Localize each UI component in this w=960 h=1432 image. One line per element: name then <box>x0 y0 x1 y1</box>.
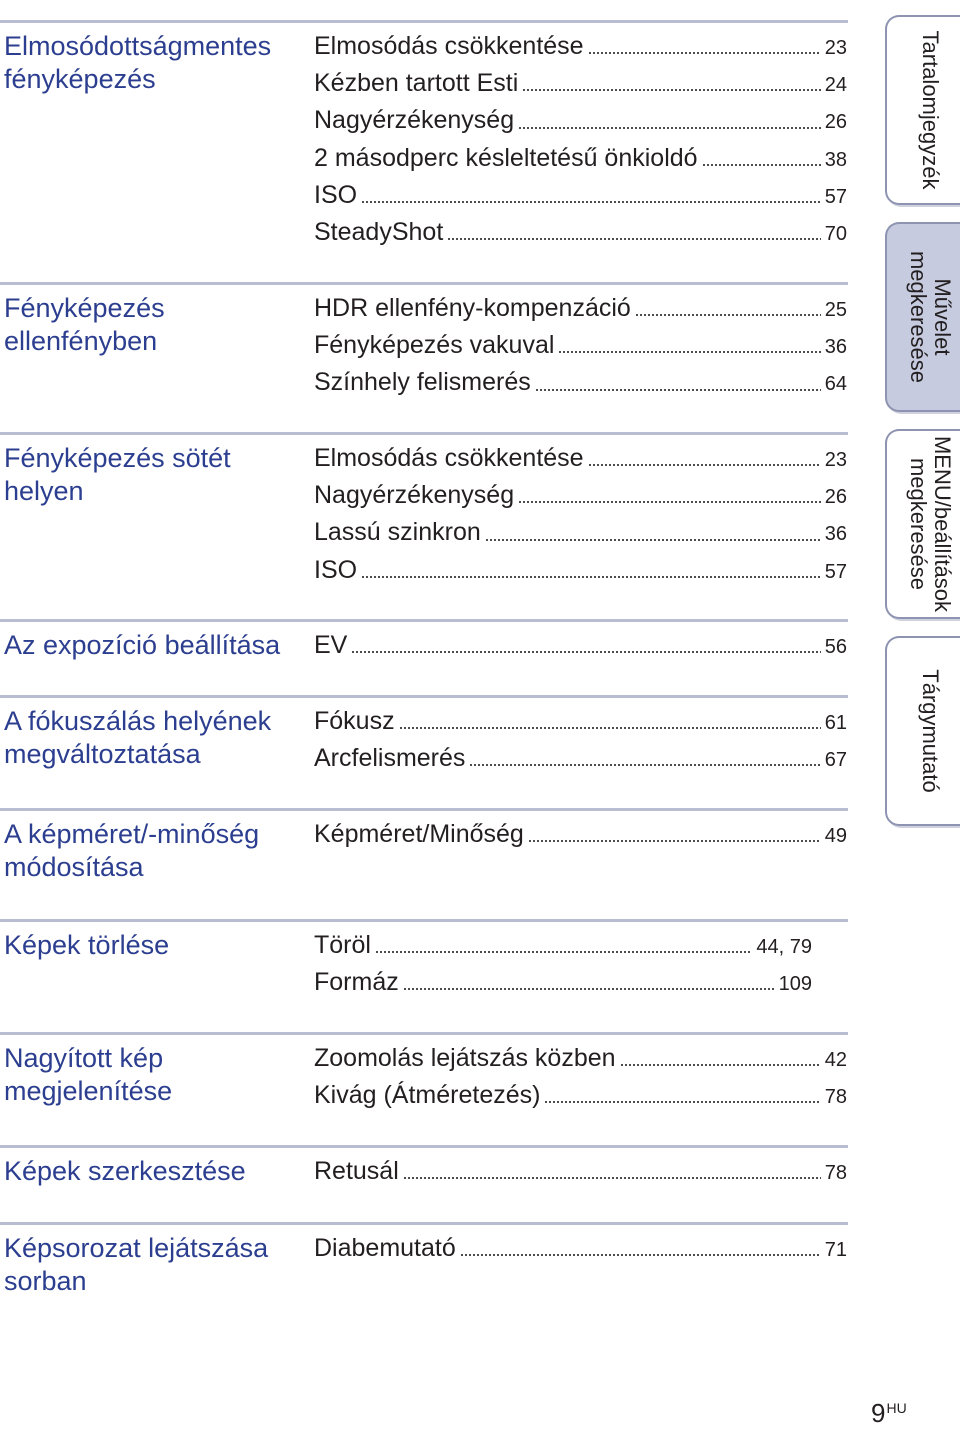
index-entry[interactable] <box>314 819 847 856</box>
entry-label: SteadyShot <box>314 217 444 246</box>
index-entry[interactable] <box>314 967 812 1004</box>
dot-leader <box>469 764 820 766</box>
section-title: Az expozíció beállítása <box>4 630 281 660</box>
entry-label: Nagyérzékenység <box>314 481 515 510</box>
entry-label: Kézben tartott Esti <box>314 69 519 98</box>
index-entry[interactable] <box>314 1043 847 1080</box>
dot-leader <box>535 389 821 391</box>
section-divider <box>0 619 848 622</box>
tab-label: Tárgymutató <box>918 669 943 793</box>
section-divider <box>0 808 848 811</box>
entry-label: Formáz <box>314 968 399 997</box>
dot-leader <box>361 201 821 203</box>
index-entry[interactable] <box>314 293 847 330</box>
index-entry[interactable] <box>314 1080 847 1117</box>
index-entry[interactable] <box>314 330 847 367</box>
dot-leader <box>702 164 821 166</box>
entry-list <box>314 1043 847 1117</box>
dot-leader <box>518 501 821 503</box>
page-link[interactable]: 56 <box>824 636 847 658</box>
section-title: Képek szerkesztése <box>4 1156 246 1186</box>
index-entry[interactable] <box>314 706 847 743</box>
index-entry[interactable] <box>314 31 847 68</box>
entry-list <box>314 930 812 1004</box>
section-title: A fókuszálás helyének megváltoztatása <box>4 706 272 769</box>
section-title: Nagyított kép megjelenítése <box>4 1043 173 1106</box>
section-title: Elmosódottságmentes fényképezés <box>4 31 272 94</box>
entry-label: Elmosódás csökkentése <box>314 32 584 60</box>
dot-leader <box>403 1177 821 1179</box>
page-number-value: 9 <box>871 1398 886 1428</box>
section-divider <box>0 919 848 922</box>
tab-find-operation[interactable] <box>885 222 960 412</box>
page-link[interactable]: 26 <box>824 111 847 134</box>
entry-label: ISO <box>314 555 358 584</box>
page-link[interactable]: 61 <box>824 712 847 734</box>
tab-label: Tartalomjegyzék <box>918 30 943 190</box>
page-link[interactable]: 36 <box>824 336 847 359</box>
tab-label: MENU/beállítások megkeresése <box>906 435 955 613</box>
page-link[interactable]: 24 <box>824 74 847 97</box>
dot-leader <box>518 127 821 129</box>
index-entry[interactable] <box>314 930 812 967</box>
section-divider <box>0 1032 848 1035</box>
page-link[interactable]: 109 <box>778 973 812 996</box>
dot-leader <box>447 238 820 240</box>
page-language: HU <box>886 1400 907 1416</box>
index-entry[interactable] <box>314 143 847 180</box>
dot-leader <box>460 1254 821 1256</box>
page-link[interactable]: 44, 79 <box>756 936 812 958</box>
dot-leader <box>588 52 821 54</box>
dot-leader <box>351 651 820 653</box>
entry-list <box>314 31 847 254</box>
section-title: Fényképezés ellenfényben <box>4 293 165 356</box>
index-entry[interactable] <box>314 105 847 142</box>
page-link[interactable]: 78 <box>824 1162 847 1184</box>
entry-label: ISO <box>314 180 358 209</box>
entry-label: Arcfelismerés <box>314 744 466 773</box>
dot-leader <box>361 576 821 578</box>
entry-label: Színhely felismerés <box>314 368 531 397</box>
entry-label: Kivág (Átméretezés) <box>314 1081 541 1110</box>
index-entry[interactable] <box>314 180 847 217</box>
index-entry[interactable] <box>314 517 847 554</box>
index-entry[interactable] <box>314 443 847 480</box>
dot-leader <box>399 727 821 729</box>
dot-leader <box>558 351 820 353</box>
dot-leader <box>635 314 821 316</box>
entry-label: Nagyérzékenység <box>314 106 515 135</box>
entry-label: Képméret/Minőség <box>314 820 524 848</box>
section-title: Fényképezés sötét helyen <box>4 443 231 506</box>
entry-label: Zoomolás lejátszás közben <box>314 1044 616 1072</box>
dot-leader <box>375 951 752 953</box>
entry-label: EV <box>314 631 348 659</box>
page-link[interactable]: 57 <box>824 185 847 208</box>
page-link[interactable]: 78 <box>824 1086 847 1109</box>
page-link[interactable]: 64 <box>824 373 847 396</box>
index-entry[interactable] <box>314 480 847 517</box>
entry-list <box>314 819 847 856</box>
tab-index[interactable] <box>885 636 960 826</box>
section-divider <box>0 282 848 285</box>
index-entry[interactable] <box>314 367 847 404</box>
entry-label: HDR ellenfény-kompenzáció <box>314 294 631 322</box>
entry-label: Fókusz <box>314 707 395 735</box>
dot-leader <box>403 988 775 990</box>
index-entry[interactable] <box>314 1233 847 1270</box>
index-entry[interactable] <box>314 68 847 105</box>
section-divider <box>0 1222 848 1225</box>
entry-list <box>314 443 847 592</box>
page-link[interactable]: 26 <box>824 486 847 509</box>
entry-label: Retusál <box>314 1157 399 1185</box>
entry-list <box>314 706 847 780</box>
entry-label: Lassú szinkron <box>314 518 481 547</box>
section-title: A képméret/-minőség módosítása <box>4 819 260 882</box>
index-entry[interactable] <box>314 630 847 667</box>
entry-label: Elmosódás csökkentése <box>314 444 584 472</box>
section-divider <box>0 1145 848 1148</box>
entry-list <box>314 293 847 405</box>
index-entry[interactable] <box>314 217 847 254</box>
page-link[interactable]: 67 <box>824 749 847 772</box>
entry-label: 2 másodperc késleltetésű önkioldó <box>314 143 698 172</box>
section-divider <box>0 432 848 435</box>
section-divider <box>0 20 848 23</box>
dot-leader <box>528 840 821 842</box>
page-link[interactable]: 23 <box>824 449 847 471</box>
entry-list <box>314 1156 847 1193</box>
index-entry[interactable] <box>314 743 847 780</box>
entry-label: Fényképezés vakuval <box>314 331 555 360</box>
section-divider <box>0 695 848 698</box>
page-link[interactable]: 57 <box>824 560 847 583</box>
tab-find-menu-settings[interactable] <box>885 429 960 619</box>
index-entry[interactable] <box>314 555 847 592</box>
index-entry[interactable] <box>314 1156 847 1193</box>
entry-label: Töröl <box>314 931 371 959</box>
tab-contents[interactable] <box>885 15 960 205</box>
page-link[interactable]: 70 <box>824 222 847 245</box>
dot-leader <box>620 1064 821 1066</box>
page-number <box>871 1398 907 1429</box>
page-link[interactable]: 38 <box>824 148 847 171</box>
page-link[interactable]: 71 <box>824 1239 847 1261</box>
page-link[interactable]: 23 <box>824 37 847 59</box>
section-title: Képek törlése <box>4 930 170 960</box>
dot-leader <box>485 539 821 541</box>
dot-leader <box>522 89 820 91</box>
page-link[interactable]: 25 <box>824 299 847 321</box>
dot-leader <box>544 1101 820 1103</box>
entry-list <box>314 630 847 667</box>
page-link[interactable]: 42 <box>824 1049 847 1071</box>
entry-label: Diabemutató <box>314 1234 456 1262</box>
entry-list <box>314 1233 847 1270</box>
page-link[interactable]: 49 <box>824 825 847 847</box>
page-link[interactable]: 36 <box>824 523 847 546</box>
section-title: Képsorozat lejátszása sorban <box>4 1233 269 1296</box>
tab-label: Művelet megkeresése <box>906 250 955 384</box>
dot-leader <box>588 464 821 466</box>
